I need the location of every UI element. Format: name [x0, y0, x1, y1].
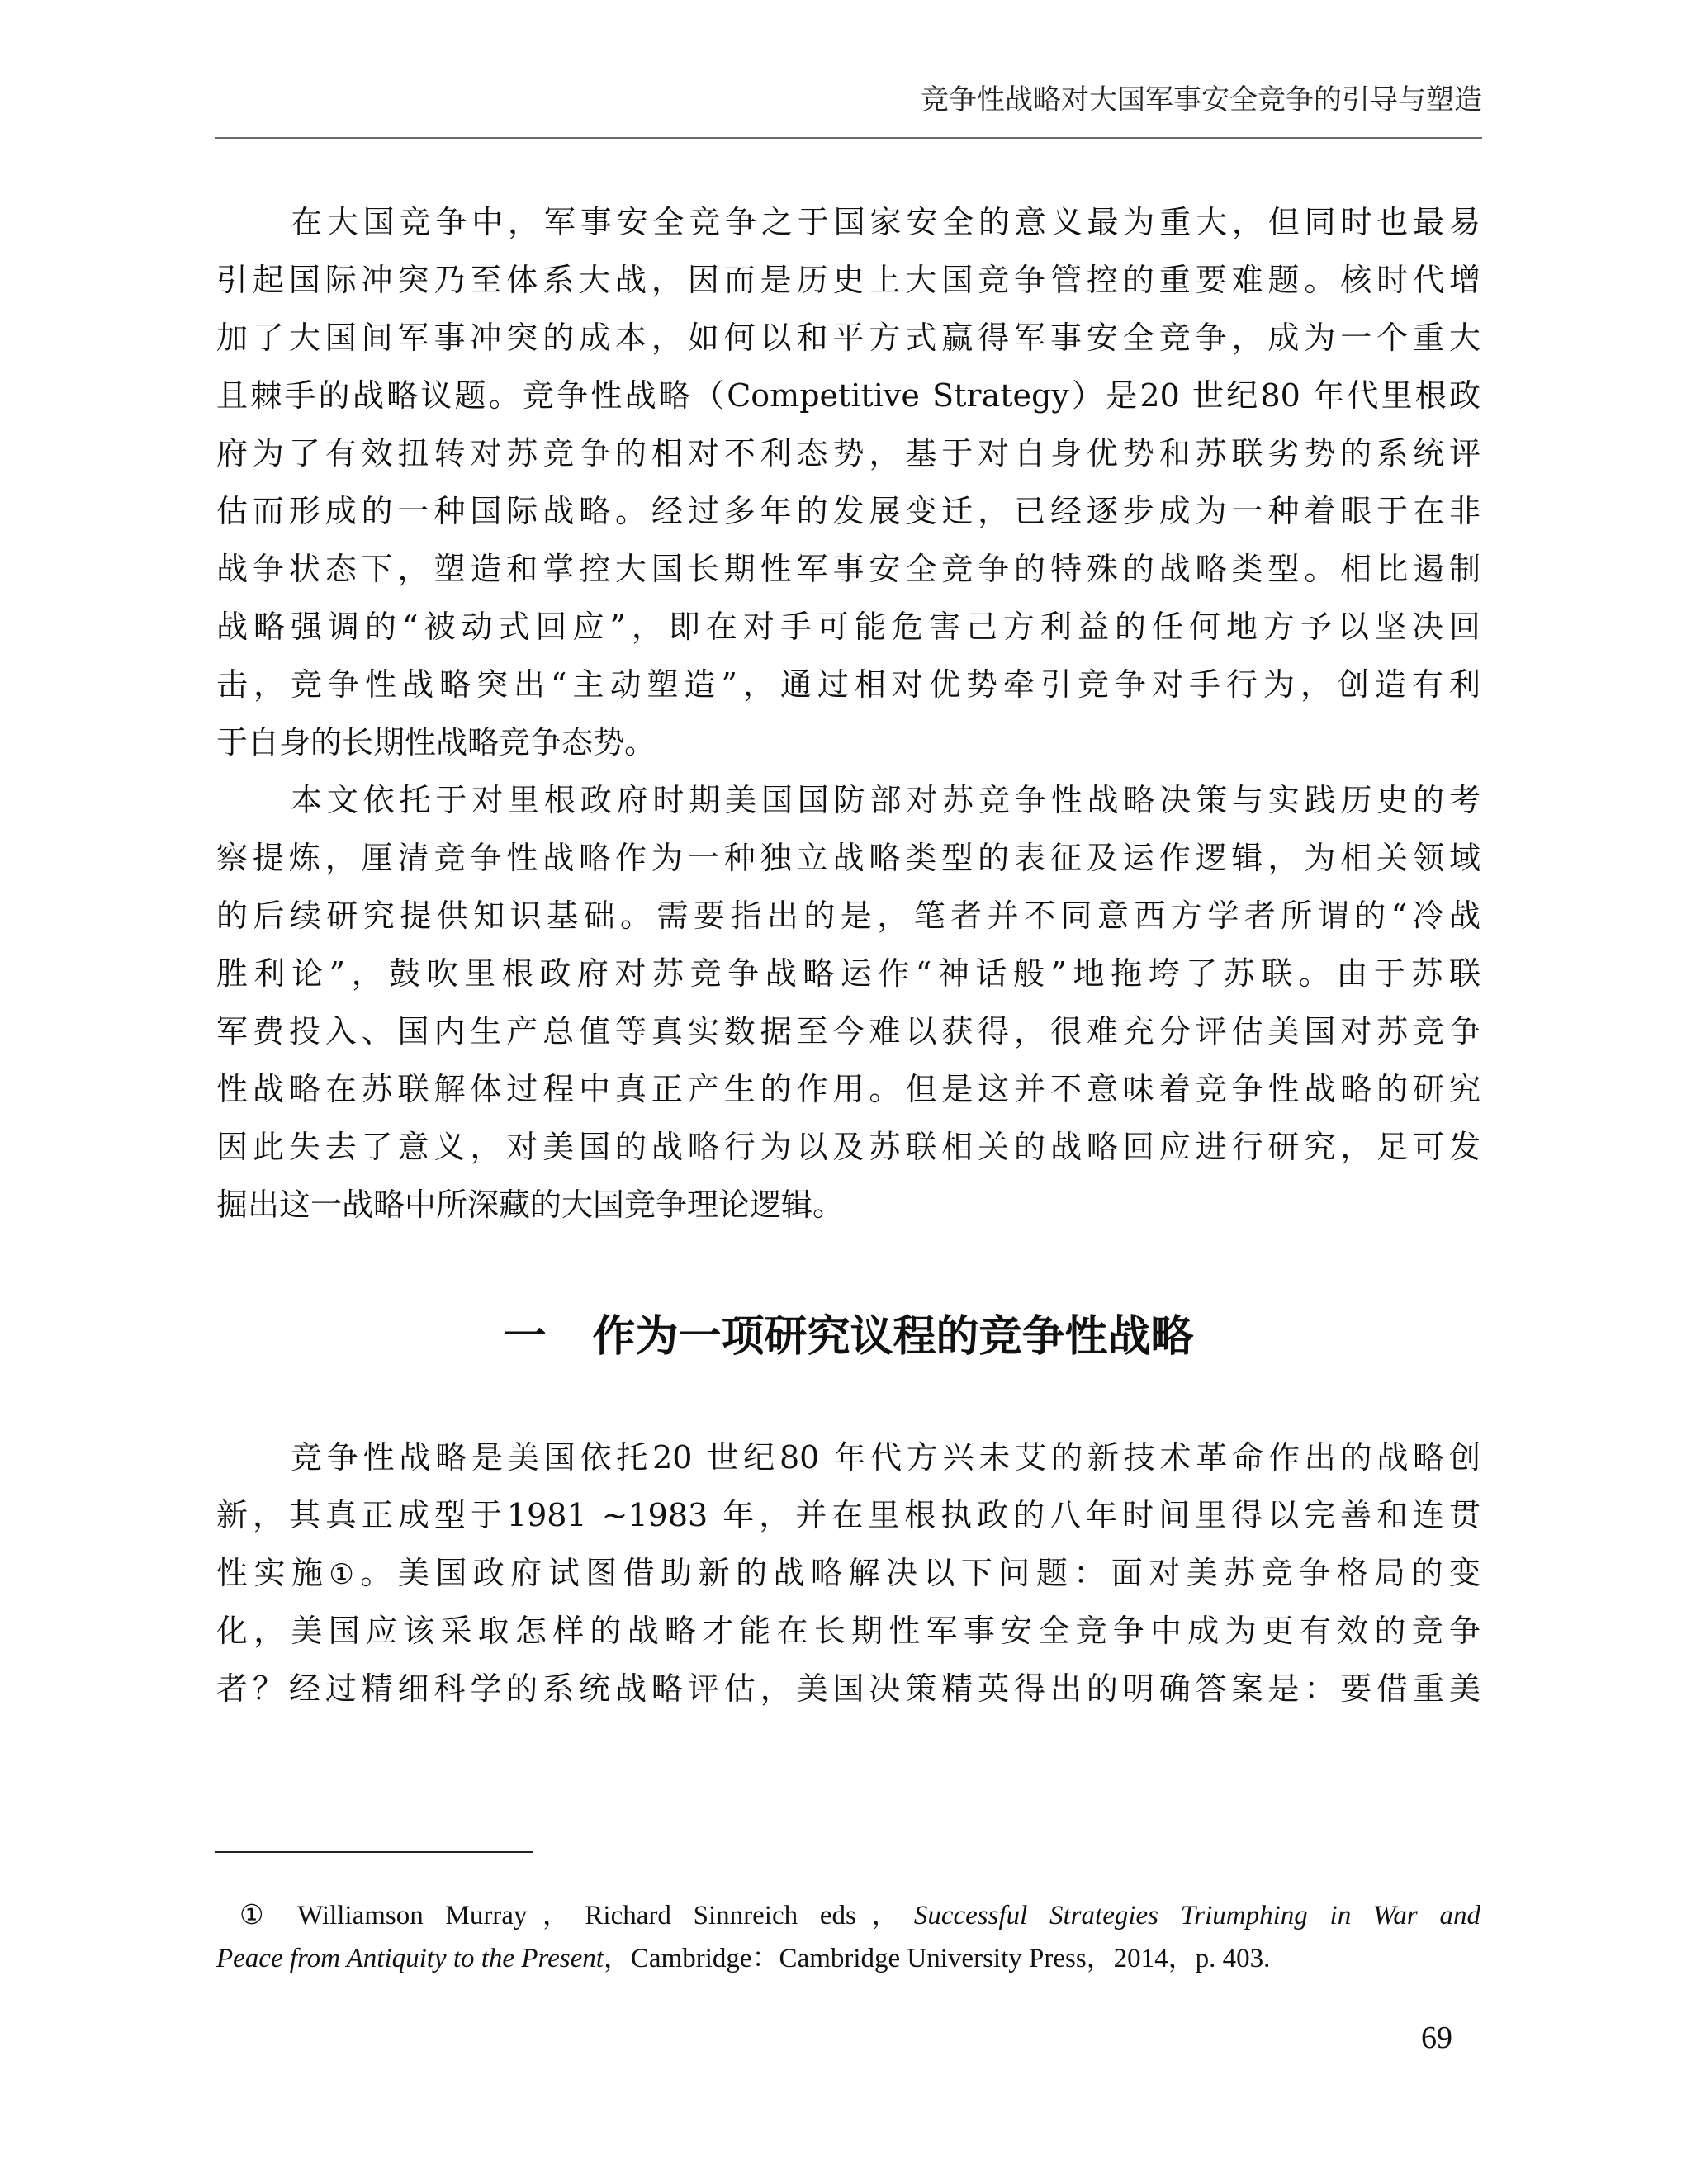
text-line: 击，竞争性战略突出“主动塑造”，通过相对优势牵引竞争对手行为，创造有利 [216, 666, 1480, 703]
footnote-reference[interactable]: ① [329, 1558, 361, 1591]
text-line: 察提炼，厘清竞争性战略作为一种独立战略类型的表征及运作逻辑，为相关领域 [216, 840, 1480, 876]
text-line: 本文依托于对里根政府时期美国国防部对苏竞争性战略决策与实践历史的考 [291, 782, 1480, 818]
footnote-book-title: Successful Strategies Triumphing in War and [913, 1901, 1480, 1931]
text-segment: 性实施 [216, 1555, 329, 1591]
text-line: 的后续研究提供知识基础。需要指出的是，笔者并不同意西方学者所谓的“冷战 [216, 898, 1480, 934]
paragraph-2 [216, 771, 1480, 1234]
footnote-book-title-cont: Peace from Antiquity to the Present [216, 1944, 604, 1973]
text-line-with-note [216, 1544, 1480, 1602]
text-line: 估而形成的一种国际战略。经过多年的发展变迁，已经逐步成为一种着眼于在非 [216, 493, 1480, 529]
text-line: 性战略在苏联解体过程中真正产生的作用。但是这并不意味着竞争性战略的研究 [216, 1071, 1480, 1107]
text-line: 新，其真正成型于1981 ~1983 年，并在里根执政的八年时间里得以完善和连贯 [216, 1497, 1480, 1533]
text-segment: 。美国政府试图借助新的战略解决以下问题：面对美苏竞争格局的变 [360, 1555, 1480, 1591]
section-number: 一 [503, 1312, 547, 1362]
footnote-publication: ，Cambridge：Cambridge University Press，2014，p. 403. [603, 1944, 1271, 1973]
text-line: 因此失去了意义，对美国的战略行为以及苏联相关的战略回应进行研究，足可发 [216, 1129, 1480, 1165]
text-line: 引起国际冲突乃至体系大战，因而是历史上大国竞争管控的重要难题。核时代增 [216, 262, 1480, 298]
text-line: 掘出这一战略中所深藏的大国竞争理论逻辑。 [216, 1187, 845, 1223]
footnote-line [216, 1894, 1480, 1937]
section-paragraph [216, 1428, 1480, 1717]
text-line: 加了大国间军事冲突的成本，如何以和平方式赢得军事安全竞争，成为一个重大 [216, 320, 1480, 356]
text-line: 胜利论”，鼓吹里根政府对苏竞争战略运作“神话般”地拖垮了苏联。由于苏联 [216, 955, 1480, 992]
text-line: 且棘手的战略议题。竞争性战略（Competitive Strategy）是20 世纪80 年代里根政 [216, 377, 1480, 414]
text-line: 府为了有效扭转对苏竞争的相对不利态势，基于对自身优势和苏联劣势的系统评 [216, 435, 1480, 471]
section-heading [215, 1308, 1482, 1366]
text-line: 战争状态下，塑造和掌控大国长期性军事安全竞争的特殊的战略类型。相比遏制 [216, 551, 1480, 587]
footnote-marker: ① [239, 1901, 280, 1931]
text-line: 战略强调的“被动式回应”，即在对手可能危害己方利益的任何地方予以坚决回 [216, 609, 1480, 645]
paragraph-1 [216, 193, 1480, 771]
footnote-rule [215, 1851, 533, 1853]
footnote-authors: Williamson Murray，Richard Sinnreich eds， [297, 1901, 914, 1931]
section-title: 作为一项研究议程的竞争性战略 [592, 1312, 1194, 1362]
body-paragraphs [216, 193, 1480, 1234]
running-header: 竞争性战略对大国军事安全竞争的引导与塑造 [921, 83, 1482, 116]
footnote [216, 1894, 1480, 1980]
page-number: 69 [1421, 2021, 1452, 2055]
text-line: 化，美国应该采取怎样的战略才能在长期性军事安全竞争中成为更有效的竞争 [216, 1613, 1480, 1649]
text-line: 于自身的长期性战略竞争态势。 [216, 724, 656, 760]
header-rule [215, 137, 1482, 139]
text-line: 军费投入、国内生产总值等真实数据至今难以获得，很难充分评估美国对苏竞争 [216, 1013, 1480, 1049]
text-line: 竞争性战略是美国依托20 世纪80 年代方兴未艾的新技术革命作出的战略创 [291, 1439, 1480, 1476]
footnote-line [216, 1937, 1480, 1980]
text-line: 者？经过精细科学的系统战略评估，美国决策精英得出的明确答案是：要借重美 [216, 1670, 1480, 1707]
text-line: 在大国竞争中，军事安全竞争之于国家安全的意义最为重大，但同时也最易 [291, 204, 1480, 240]
